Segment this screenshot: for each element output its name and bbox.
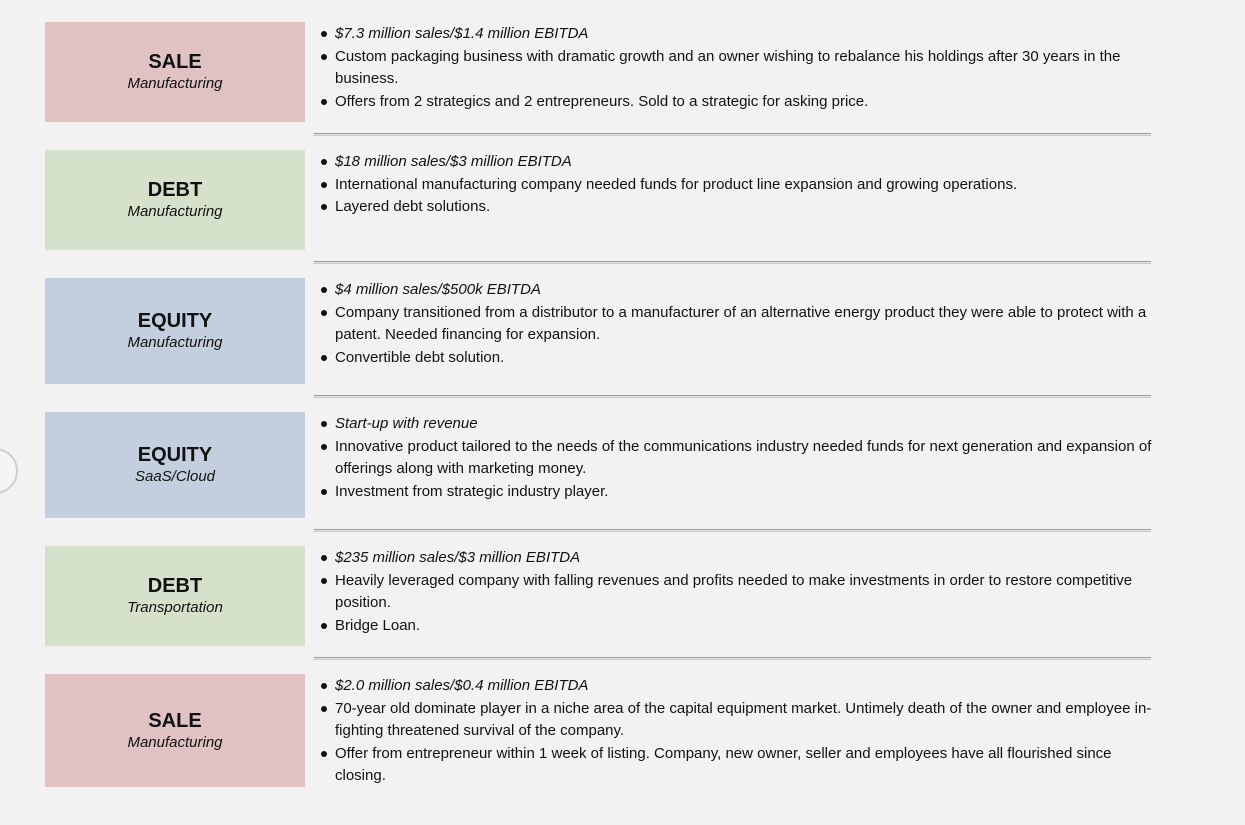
deal-bullets (318, 413, 1158, 503)
deal-financials: $235 million sales/$3 million EBITDA (318, 547, 1158, 570)
row-divider (314, 261, 1151, 264)
row-divider (314, 657, 1151, 660)
deal-row (0, 412, 1245, 530)
deal-description: International manufacturing company needed funds for product line expansion and growing operations. (318, 174, 1158, 197)
deal-financials: $2.0 million sales/$0.4 million EBITDA (318, 675, 1158, 698)
deal-bullets (318, 151, 1158, 219)
deal-type: EQUITY (137, 310, 213, 332)
deal-description: Innovative product tailored to the needs of the communications industry needed funds for next generation and expansion of offerings along with marketing money. (318, 436, 1158, 481)
row-divider (314, 133, 1151, 136)
deal-type: SALE (148, 709, 202, 732)
row-divider (314, 529, 1151, 532)
deal-row (0, 674, 1245, 798)
deal-description: Custom packaging business with dramatic growth and an owner wishing to rebalance his holdings after 30 years in the business. (318, 46, 1158, 91)
deal-sector: Manufacturing (127, 75, 223, 92)
deal-badge (45, 546, 305, 646)
deal-financials: $4 million sales/$500k EBITDA (318, 279, 1158, 302)
deal-badge (45, 674, 305, 787)
deal-bullets (318, 675, 1158, 788)
deal-badge (45, 150, 305, 250)
deal-row (0, 546, 1245, 658)
deal-outcome: Offer from entrepreneur within 1 week of listing. Company, new owner, seller and employees have all flourished since closing. (318, 743, 1158, 788)
deal-bullets (318, 279, 1158, 369)
deal-description: 70-year old dominate player in a niche area of the capital equipment market. Untimely death of the owner and employee in-fighting threatened survival of the company. (318, 698, 1158, 743)
deal-type: DEBT (147, 179, 203, 201)
deal-outcome: Bridge Loan. (318, 615, 1158, 638)
deal-financials: $18 million sales/$3 million EBITDA (318, 151, 1158, 174)
deal-sector: Transportation (127, 599, 223, 616)
deal-outcome: Convertible debt solution. (318, 347, 1158, 370)
deal-financials: Start-up with revenue (318, 413, 1158, 436)
deal-badge (45, 22, 305, 122)
deal-type: SALE (148, 51, 202, 73)
deal-type: DEBT (147, 575, 203, 597)
deal-sector: Manufacturing (127, 334, 223, 351)
deal-type: EQUITY (137, 444, 213, 466)
deal-sector: SaaS/Cloud (134, 468, 216, 485)
row-divider (314, 395, 1151, 398)
deal-outcome: Investment from strategic industry player. (318, 481, 1158, 504)
deal-row (0, 150, 1245, 262)
deal-outcome: Layered debt solutions. (318, 196, 1158, 219)
deal-description: Heavily leveraged company with falling revenues and profits needed to make investments in order to restore competitive position. (318, 570, 1158, 615)
deal-badge (45, 278, 305, 384)
deal-row (0, 22, 1245, 134)
deal-bullets (318, 23, 1158, 113)
deal-badge (45, 412, 305, 518)
deal-financials: $7.3 million sales/$1.4 million EBITDA (318, 23, 1158, 46)
deal-sector: Manufacturing (127, 733, 223, 751)
deal-description: Company transitioned from a distributor to a manufacturer of an alternative energy product they were able to protect with a patent. Needed financing for expansion. (318, 302, 1158, 347)
deal-bullets (318, 547, 1158, 637)
deal-sector: Manufacturing (127, 203, 223, 220)
deal-row (0, 278, 1245, 396)
deal-outcome: Offers from 2 strategics and 2 entrepreneurs. Sold to a strategic for asking price. (318, 91, 1158, 114)
